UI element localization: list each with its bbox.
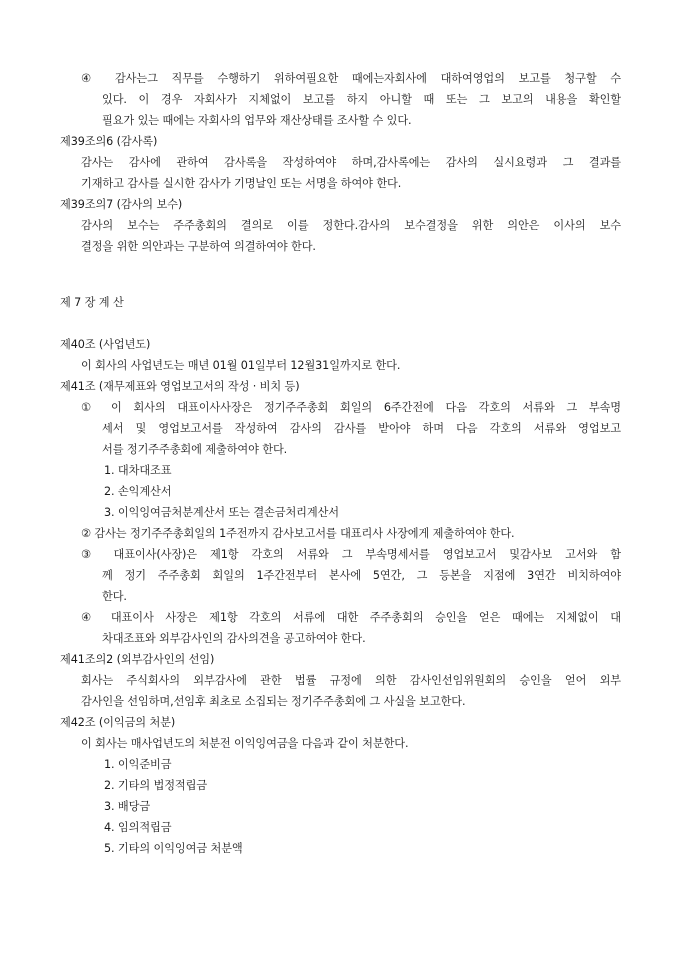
text-line: 제42조 (이익금의 처분) xyxy=(60,716,176,729)
text-line: 제39조의6 (감사록) xyxy=(60,135,158,148)
text-line: 제 7 장 계 산 xyxy=(60,296,124,309)
text-line: 세서 및 영업보고서를 작성하여 감사의 감사를 받아야 하며 다음 각호의 서류와 영업보고 xyxy=(102,422,621,435)
text-line: 필요가 있는 때에는 자회사의 업무와 재산상태를 조사할 수 있다. xyxy=(102,114,412,127)
text-line: 감사의 보수는 주주총회의 결의로 이를 정한다.감사의 보수결정을 위한 의안은 이사의 보수 xyxy=(81,219,621,232)
text-line: 감사인을 선임하며,선임후 최초로 소집되는 정기주주총회에 그 사실을 보고한다. xyxy=(81,695,466,708)
text-line: 1. 대차대조표 xyxy=(104,464,172,477)
text-line: 5. 기타의 이익잉여금 처분액 xyxy=(104,842,243,855)
text-line: ① 이 회사의 대표이사사장은 정기주주총회 회일의 6주간전에 다음 각호의 서류와 그 부속명 xyxy=(81,401,621,414)
text-line: 3. 이익잉여금처분계산서 또는 결손금처리계산서 xyxy=(104,506,339,519)
text-line: 이 회사의 사업년도는 매년 01월 01일부터 12월31일까지로 한다. xyxy=(81,359,401,372)
text-line: 제40조 (사업년도) xyxy=(60,338,151,351)
text-line: 2. 손익계산서 xyxy=(104,485,172,498)
text-line: 한다. xyxy=(102,590,127,603)
text-line: 제41조 (재무제표와 영업보고서의 작성 · 비치 등) xyxy=(60,380,300,393)
text-line: ③ 대표이사(사장)은 제1항 각호의 서류와 그 부속명세서를 영업보고서 및감사보 고서와 함 xyxy=(81,548,621,561)
text-line: 기재하고 감사를 실시한 감사가 기명날인 또는 서명을 하여야 한다. xyxy=(81,177,402,190)
text-line: 2. 기타의 법정적립금 xyxy=(104,779,208,792)
text-line: 결정을 위한 의안과는 구분하여 의결하여야 한다. xyxy=(81,240,316,253)
text-line: 3. 배당금 xyxy=(104,800,151,813)
text-line: 있다. 이 경우 자회사가 지체없이 보고를 하지 아니할 때 또는 그 보고의 내용을 확인할 xyxy=(102,93,621,106)
text-line: 차대조표와 외부감사인의 감사의견을 공고하여야 한다. xyxy=(102,632,366,645)
text-line: 감사는 감사에 관하여 감사록을 작성하여야 하며,감사록에는 감사의 실시요령과 그 결과를 xyxy=(81,156,621,169)
text-line: 회사는 주식회사의 외부감사에 관한 법률 규정에 의한 감사인선임위원회의 승인을 얻어 외부 xyxy=(81,674,621,687)
text-line: 서를 정기주주총회에 제출하여야 한다. xyxy=(102,443,288,456)
text-line: ② 감사는 정기주주총회일의 1주전까지 감사보고서를 대표리사 사장에게 제출하여야 한다. xyxy=(81,527,515,540)
text-line: 이 회사는 매사업년도의 처분전 이익잉여금을 다음과 같이 처분한다. xyxy=(81,737,409,750)
text-line: 제39조의7 (감사의 보수) xyxy=(60,198,183,211)
text-line: 1. 이익준비금 xyxy=(104,758,172,771)
text-line: 4. 임의적립금 xyxy=(104,821,172,834)
text-line: 제41조의2 (외부감사인의 선임) xyxy=(60,653,215,666)
text-line: 께 정기 주주총회 회일의 1주간전부터 본사에 5연간, 그 등본을 지점에 3연간 비치하여야 xyxy=(102,569,621,582)
text-line: ④ 감사는그 직무를 수행하기 위하여필요한 때에는자회사에 대하여영업의 보고를 청구할 수 xyxy=(81,72,621,85)
text-line: ④ 대표이사 사장은 제1항 각호의 서류에 대한 주주총회의 승인을 얻은 때에는 지체없이 대 xyxy=(81,611,621,624)
